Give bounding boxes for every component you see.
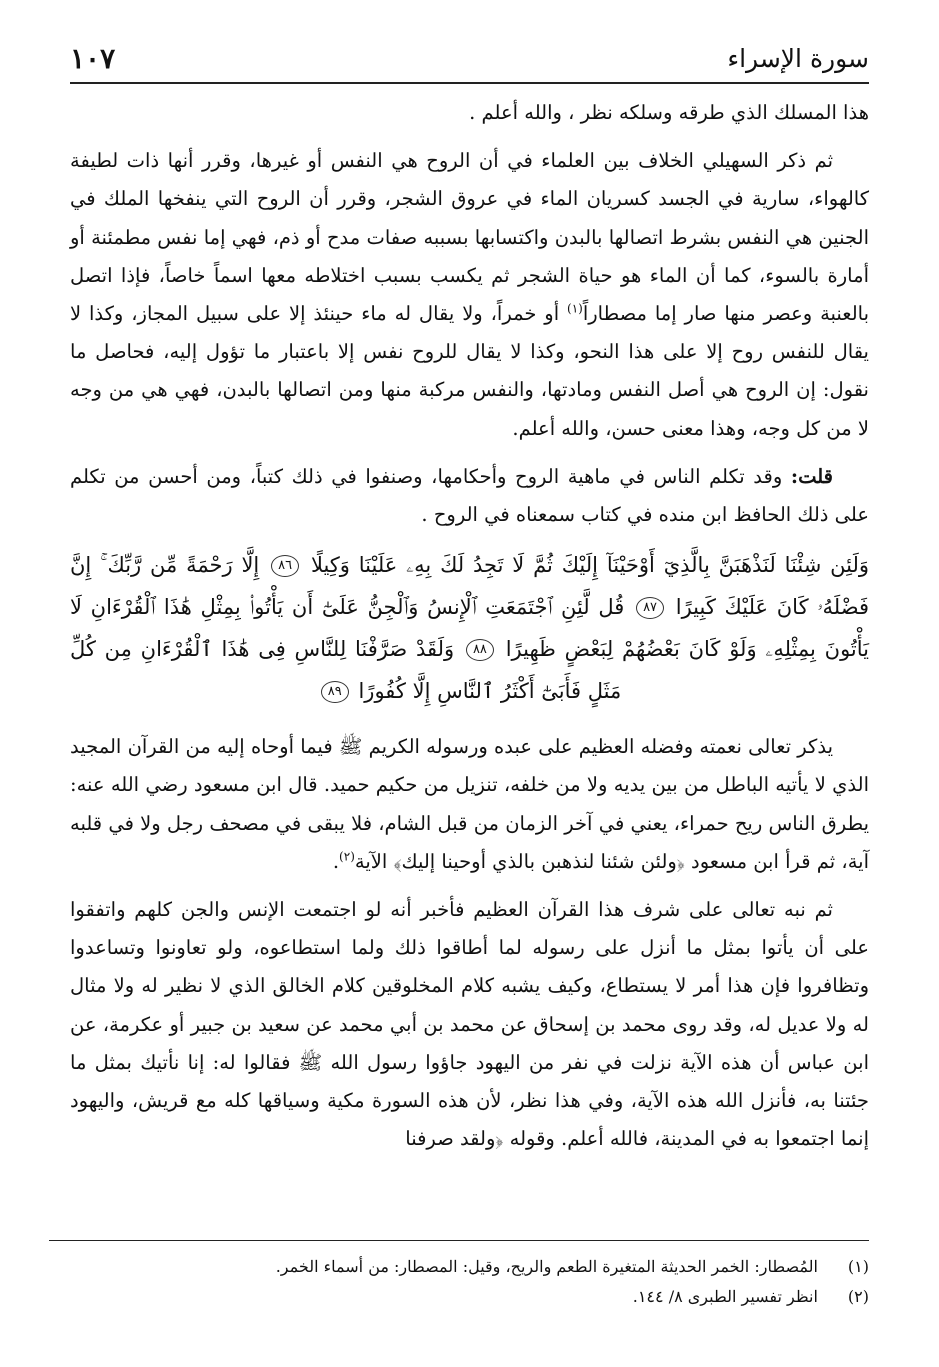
paragraph-5-text: ثم نبه تعالى على شرف هذا القرآن العظيم فأخبر أنه لو اجتمعت الإنس والجن كلهم واتفقوا على أن يأتوا بمثل ما أنزل على رسوله لما أطاقوا ذلك ولما استطاعوه، ولو تعاونوا وتساعدوا وتظافروا فإن هذا أمر لا يستطاع، وكيف يشبه كلام المخلوقين كلام الخالق الذي لا نظير له ولا مثال له ولا عديل له، وقد روى محمد بن إسحاق عن محمد بن أبي محمد عن سعيد بن جبير أو عكرمة، عن ابن عباس أن هذه الآية نزلت في نفر من اليهود جاؤوا رسول الله ﷺ فقالوا له: إنا نأتيك بمثل ما جئتنا به، فأنزل الله هذه الآية، وفي هذا نظر، لأن هذه السورة مكية وسياقها كله مع قريش، واليهود إنما اجتمعوا به في المدينة، فالله أعلم. وقوله ﴿ولقد صرفنا — [70, 898, 869, 1151]
footnote-ref-2[interactable]: (٢) — [339, 849, 355, 864]
paragraph-1-text: هذا المسلك الذي طرقه وسلكه نظر ، والله أعلم . — [469, 101, 869, 124]
verse-86: وَلَئِن شِئْنَا لَنَذْهَبَنَّ بِالَّذِيٓ أَوْحَيْنَآ إِلَيْكَ ثُمَّ لَا تَجِدُ لَكَ بِهِۦ عَلَيْنَا وَكِيلًا — [310, 553, 869, 578]
ayah-number-88: ٨٨ — [466, 639, 494, 661]
header-rule — [70, 82, 869, 84]
footnote-ref-1[interactable]: (١) — [567, 301, 583, 316]
footnote-2-marker: (٢) — [847, 1287, 869, 1306]
paragraph-4 — [70, 728, 869, 881]
footnote-1 — [70, 1252, 869, 1282]
ayah-number-87: ٨٧ — [636, 597, 664, 619]
page-number: ١٠٧ — [70, 42, 116, 75]
paragraph-3 — [70, 458, 869, 534]
verse-89: وَلَقَدْ صَرَّفْنَا لِلنَّاسِ فِى هَٰذَا ٱلْقُرْءَانِ مِن كُلِّ مَثَلٍ فَأَبَىٰٓ أَكْثَرُ ٱلنَّاسِ إِلَّا كُفُورًا — [70, 637, 622, 704]
footnote-separator — [49, 1240, 869, 1241]
paragraph-1 — [70, 94, 869, 132]
footnote-1-text: المُصطار: الخمر الحديثة المتغيرة الطعم والريح، وقيل: المصطار: من أسماء الخمر. — [275, 1257, 818, 1276]
footnote-1-marker: (١) — [847, 1257, 869, 1276]
paragraph-2-text: ثم ذكر السهيلي الخلاف بين العلماء في أن الروح هي النفس أو غيرها، وقرر أنها ذات لطيفة كالهواء، سارية في الجسد كسريان الماء في عروق الشجر، وقرر أن الروح التي ينفخها الملك في الجنين هي النفس بشرط اتصالها بالبدن واكتسابها بسببه صفات مدح أو ذم، فهي إما نفس مطمئنة أو أمارة بالسوء، كما أن الماء هو حياة الشجر ثم يكسب بسبب اختلاطه معها اسماً خاصاً، فإذا اتصل بالعنبة وعصر منها صار إما مصطاراً — [70, 149, 870, 326]
paragraph-4-end: . — [332, 849, 340, 873]
ayah-number-86: ٨٦ — [271, 555, 299, 577]
paragraph-3-lead: قلت: — [790, 464, 833, 488]
footnote-2-text: انظر تفسير الطبرى ٨/ ١٤٤. — [632, 1287, 818, 1306]
footnotes — [70, 1252, 869, 1312]
paragraph-4-text: يذكر تعالى نعمته وفضله العظيم على عبده ورسوله الكريم ﷺ فيما أوحاه إليه من القرآن المجيد الذي لا يأتيه الباطل من بين يديه ولا من خلفه، تنزيل من حكيم حميد. قال ابن مسعود رضي الله عنه: يطرق الناس ريح حمراء، يعني في آخر الزمان من قبل الشام، فلا يبقى في مصحف رجل ولا في قلبه آية، ثم قرأ ابن مسعود ﴿ولئن شئنا لنذهبن بالذي أوحينا إليك﴾ الآية — [70, 735, 869, 873]
page-header — [70, 42, 869, 82]
surah-title: سورة الإسراء — [727, 44, 869, 73]
paragraph-5 — [70, 891, 869, 1158]
verse-87: إِلَّا رَحْمَةً مِّن رَّبِّكَ ۚ إِنَّ فَضْلَهُۥ كَانَ عَلَيْكَ كَبِيرًا — [70, 553, 869, 620]
paragraph-2 — [70, 142, 869, 448]
paragraph-3-text: وقد تكلم الناس في ماهية الروح وأحكامها، وصنفوا في ذلك كتباً، ومن أحسن من تكلم على ذلك الحافظ ابن منده في كتاب سمعناه في الروح . — [70, 464, 869, 527]
page-body — [70, 94, 869, 1168]
footnote-2 — [70, 1282, 869, 1312]
quran-verses — [70, 544, 869, 712]
ayah-number-89: ٨٩ — [321, 681, 349, 703]
verse-88: قُل لَّئِنِ ٱجْتَمَعَتِ ٱلْإِنسُ وَٱلْجِنُّ عَلَىٰٓ أَن يَأْتُوا۟ بِمِثْلِ هَٰذَا ٱلْقُرْءَانِ لَا يَأْتُونَ بِمِثْلِهِۦ وَلَوْ كَانَ بَعْضُهُمْ لِبَعْضٍ ظَهِيرًا — [70, 595, 870, 662]
paragraph-2-cont: أو خمراً، ولا يقال له ماء حينئذ إلا على سبيل المجاز، وكذا لا يقال للنفس روح إلا على هذا النحو، وكذا لا يقال للروح نفس إلا باعتبار ما تؤول إليه، فحاصل ما نقول: إن الروح هي أصل النفس ومادتها، والنفس مركبة منها ومن اتصالها بالبدن، فهي هي من وجه لا من كل وجه، وهذا معنى حسن، والله أعلم. — [70, 302, 869, 440]
